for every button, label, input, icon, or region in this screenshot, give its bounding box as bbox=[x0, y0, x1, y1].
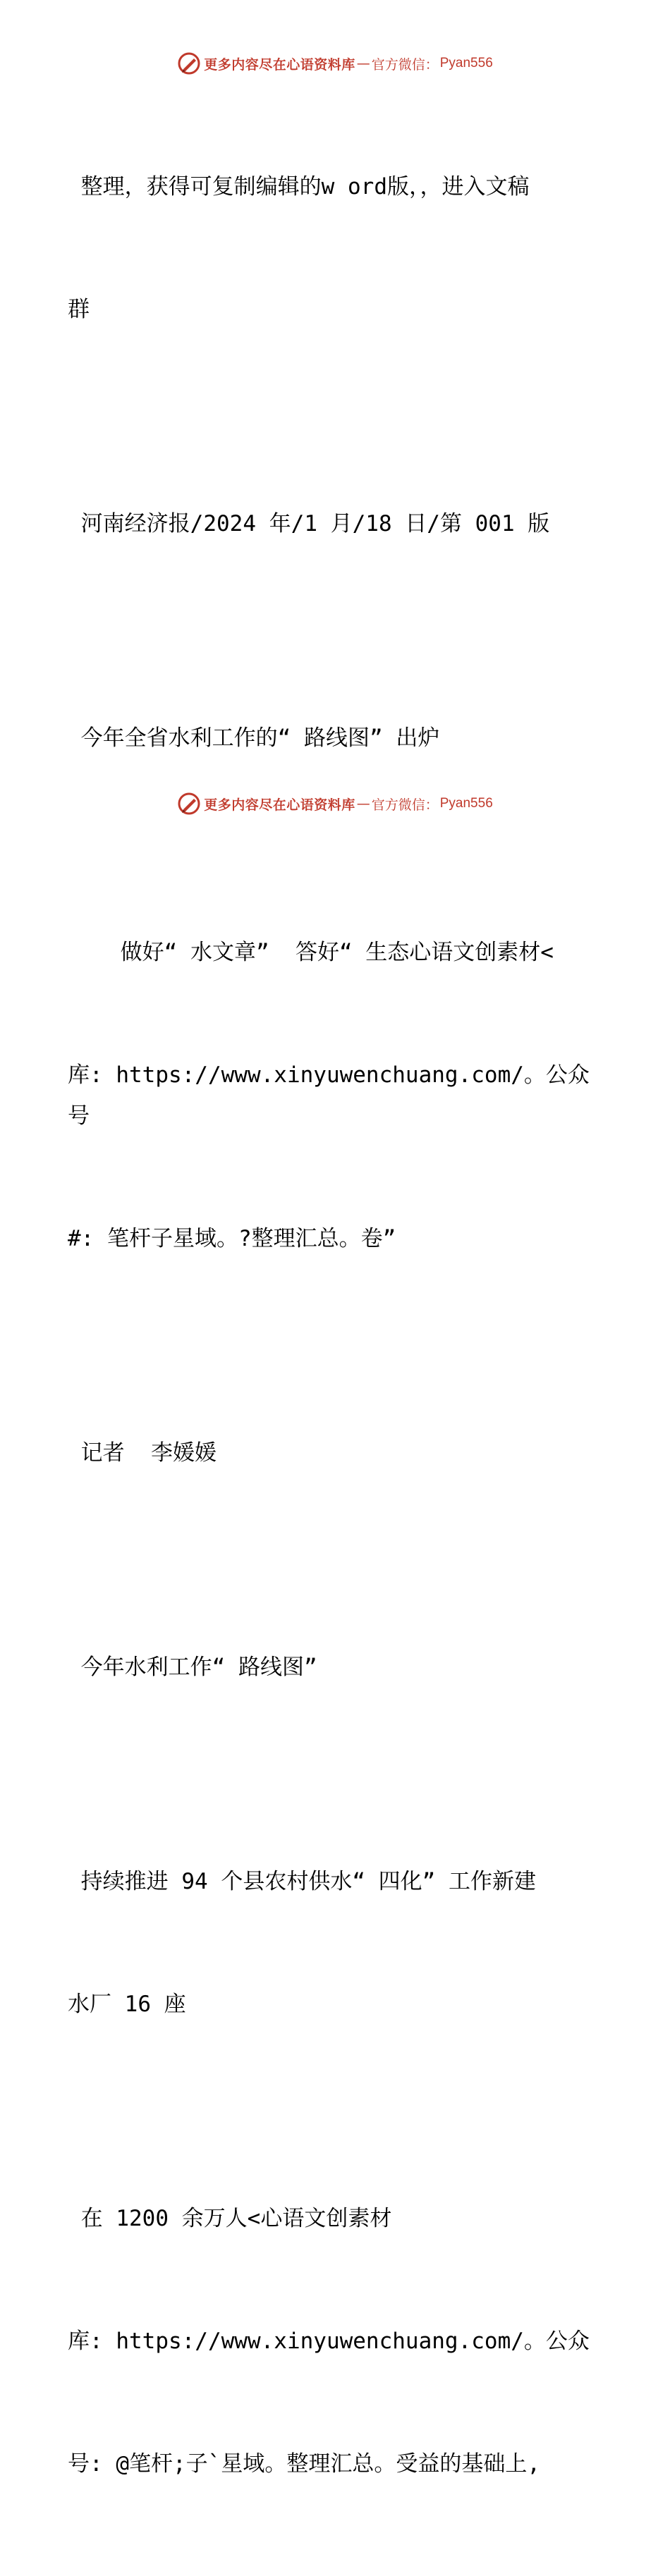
text-line: 库: https://www.xinyuwenchuang.com/。公众号 bbox=[68, 1062, 590, 1129]
footer-banner-text: 更多内容尽在心语资料库 bbox=[204, 797, 355, 813]
footer-official-label: 官方微信： bbox=[371, 797, 439, 813]
text-line: 河南经济报/2024 年/1 月/18 日/第 001 版 bbox=[68, 511, 550, 536]
footer-wechat-id: Pyan556 bbox=[439, 796, 493, 811]
text-line: 水厂 16 座 bbox=[68, 1992, 186, 2017]
text-line: #: 笔杆子星域。?整理汇总。卷” bbox=[68, 1226, 396, 1251]
header-separator: — bbox=[356, 56, 370, 71]
text-line: 今年水利工作“ 路线图” bbox=[68, 1655, 317, 1680]
text-line: 在 1200 余万人<心语文创素材 bbox=[68, 2206, 392, 2231]
text-line: 号: @笔杆;子`星域。整理汇总。受益的基础上, bbox=[68, 2451, 540, 2477]
text-line: 记者 李媛媛 bbox=[68, 1440, 217, 1466]
paragraph-intro bbox=[68, 85, 597, 412]
text-line: 今年全省水利工作的“ 路线图” 出炉 bbox=[68, 725, 440, 751]
header-banner-text: 更多内容尽在心语资料库 bbox=[204, 56, 355, 73]
paragraph-subheadline bbox=[68, 850, 597, 1341]
text-line: 群 bbox=[68, 297, 90, 322]
paragraph-source bbox=[68, 422, 597, 626]
paragraph-reporter bbox=[68, 1351, 597, 1555]
pen-logo-icon bbox=[177, 51, 201, 75]
text-line: 做好“ 水文章” 答好“ 生态心语文创素材< bbox=[68, 940, 554, 965]
text-line: 整理，获得可复制编辑的w ord版，，进入文稿 bbox=[68, 174, 530, 200]
text-line: 库: https://www.xinyuwenchuang.com/。公众 bbox=[68, 2329, 590, 2354]
header-banner bbox=[0, 49, 670, 78]
header-official-label: 官方微信： bbox=[371, 56, 439, 73]
document-body bbox=[68, 85, 597, 2576]
paragraph-water-supply bbox=[68, 1779, 597, 2106]
paragraph-roadmap bbox=[68, 1565, 597, 1770]
footer-separator: — bbox=[356, 796, 370, 811]
footer-banner bbox=[0, 790, 670, 818]
paragraph-beneficiaries bbox=[68, 2116, 597, 2566]
header-wechat-id: Pyan556 bbox=[439, 56, 493, 70]
text-line: 持续推进 94 个县农村供水“ 四化” 工作新建 bbox=[68, 1869, 536, 1894]
pen-logo-icon bbox=[177, 792, 201, 816]
